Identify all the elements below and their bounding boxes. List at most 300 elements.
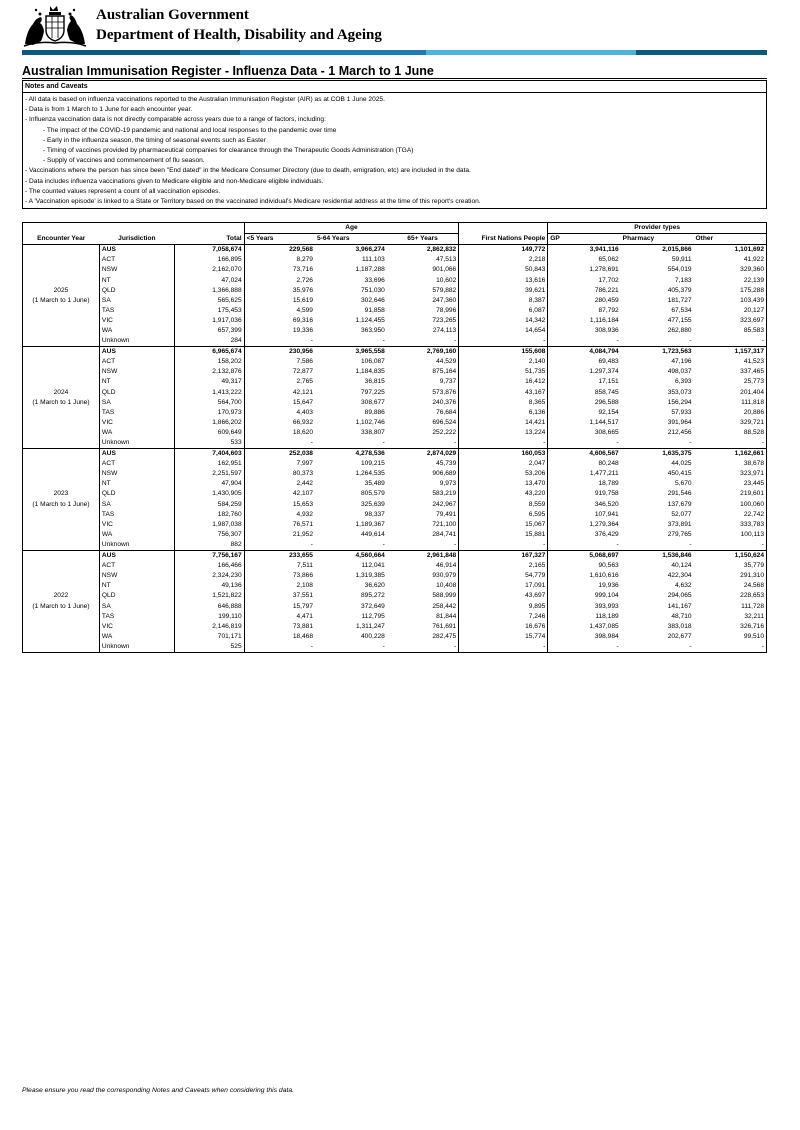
table-row [23, 265, 767, 275]
jurisdiction-cell: Unknown [99, 438, 174, 449]
value-cell: 14,654 [459, 326, 548, 336]
value-cell: 107,941 [594, 510, 619, 518]
column-header: Jurisdiction [99, 234, 174, 245]
note-item: - All data is based on influenza vaccinations reported to the Australian Immunisation Register (AIR) as at COB 1 June 2025. [25, 96, 385, 103]
value-cell: 875,164 [387, 367, 459, 377]
jurisdiction-cell: VIC [99, 316, 174, 326]
value-cell: - [244, 642, 315, 653]
value-cell: - [621, 642, 694, 653]
value-cell: - [694, 336, 767, 347]
value-cell: - [315, 336, 387, 347]
column-header: Encounter Year [23, 234, 100, 245]
value-cell: 24,568 [694, 581, 767, 591]
jurisdiction-cell: NT [99, 275, 174, 285]
value-cell: 42,107 [292, 490, 313, 498]
value-cell: 182,760 [174, 510, 244, 520]
value-cell: 15,067 [459, 520, 548, 530]
table-row [23, 642, 767, 653]
value-cell: 2,726 [296, 276, 313, 284]
footer-note: Please ensure you read the corresponding Notes and Caveats when considering this data. [22, 1087, 295, 1094]
value-cell: 20,127 [694, 306, 767, 316]
value-cell: 723,265 [387, 316, 459, 326]
value-cell: 46,914 [387, 561, 459, 571]
table-row [23, 336, 767, 347]
column-header: First Nations People [459, 234, 548, 245]
value-cell: 337,465 [694, 367, 767, 377]
value-cell: 1,278,691 [589, 266, 619, 274]
jurisdiction-cell: ACT [99, 459, 174, 469]
encounter-year-cell [23, 551, 100, 562]
value-cell: 36,815 [364, 378, 385, 386]
header-colour-rule [22, 50, 767, 55]
value-cell: 797,225 [361, 388, 385, 396]
column-header: Pharmacy [621, 234, 694, 245]
note-sub-item: - Timing of vaccines provided by pharmaceutical companies for clearance through the Therapeutic Goods Administration (TGA) [43, 147, 414, 155]
value-cell: 4,632 [675, 582, 692, 590]
value-cell: 8,365 [459, 398, 548, 408]
table-row [23, 398, 767, 408]
note-sub-item: - The impact of the COVID-19 pandemic and national and local responses to the pandemic over time [43, 126, 337, 134]
value-cell: 8,279 [296, 256, 313, 264]
value-cell: 100,060 [694, 500, 767, 510]
jurisdiction-cell: ACT [99, 255, 174, 265]
value-cell: 111,818 [694, 398, 767, 408]
value-cell: 99,510 [694, 632, 767, 642]
value-cell: 564,700 [174, 398, 244, 408]
jurisdiction-cell: VIC [99, 418, 174, 428]
value-cell: 7,586 [296, 358, 313, 366]
header-spacer [23, 223, 100, 234]
header-spacer [459, 223, 548, 234]
value-cell: 18,468 [292, 632, 313, 640]
table-row [23, 275, 767, 285]
value-cell: 47,904 [174, 479, 244, 489]
government-wordmark [96, 6, 382, 45]
value-cell: 155,608 [459, 347, 548, 358]
value-cell: 2,442 [296, 480, 313, 488]
value-cell: 1,124,455 [355, 316, 385, 324]
table-row [23, 581, 767, 591]
value-cell: 47,024 [174, 275, 244, 285]
value-cell: 23,445 [694, 479, 767, 489]
age-group-header: Age [244, 223, 459, 234]
value-cell: 1,264,535 [355, 470, 385, 478]
value-cell: 57,933 [671, 408, 692, 416]
value-cell: 212,456 [667, 428, 692, 436]
value-cell: 41,523 [694, 357, 767, 367]
value-cell: 228,653 [694, 591, 767, 601]
encounter-year-cell [23, 428, 100, 438]
value-cell: 109,215 [361, 460, 385, 468]
jurisdiction-cell: WA [99, 632, 174, 642]
value-cell: 1,102,746 [355, 418, 385, 426]
value-cell: 533 [174, 438, 244, 449]
encounter-year-cell [23, 459, 100, 469]
encounter-year-cell: 2024 [23, 388, 100, 398]
value-cell: 229,568 [244, 245, 315, 256]
value-cell: 158,202 [174, 357, 244, 367]
value-cell: 199,110 [174, 612, 244, 622]
note-item: - Data includes influenza vaccinations given to Medicare eligible and non-Medicare eligible individuals. [25, 177, 324, 185]
coat-of-arms-icon [22, 4, 88, 48]
value-cell: 805,579 [361, 490, 385, 498]
value-cell: - [621, 540, 694, 551]
table-row [23, 530, 767, 540]
value-cell: 9,737 [387, 377, 459, 387]
value-cell: 422,304 [667, 572, 692, 580]
encounter-year-cell [23, 265, 100, 275]
value-cell: 391,964 [667, 418, 692, 426]
value-cell: 308,677 [361, 398, 385, 406]
value-cell: 7,511 [296, 562, 313, 570]
note-item: - Influenza vaccination data is not directly comparable across years due to a range of factors, including: [25, 116, 326, 124]
value-cell: 137,679 [667, 500, 692, 508]
jurisdiction-cell: AUS [99, 551, 174, 562]
table-row [23, 418, 767, 428]
value-cell: 609,649 [174, 428, 244, 438]
value-cell: 274,113 [387, 326, 459, 336]
jurisdiction-cell: SA [99, 398, 174, 408]
value-cell: 13,224 [459, 428, 548, 438]
value-cell: 52,077 [671, 510, 692, 518]
value-cell: 573,876 [387, 388, 459, 398]
value-cell: 346,520 [594, 500, 619, 508]
value-cell: 1,101,692 [694, 245, 767, 256]
value-cell: 73,716 [292, 266, 313, 274]
value-cell: 400,228 [361, 632, 385, 640]
value-cell: 15,653 [292, 500, 313, 508]
value-cell: 166,466 [174, 561, 244, 571]
table-row [23, 377, 767, 387]
value-cell: 69,316 [292, 316, 313, 324]
value-cell: 175,453 [174, 306, 244, 316]
value-cell: 9,973 [387, 479, 459, 489]
value-cell: 45,739 [387, 459, 459, 469]
value-cell: 15,774 [459, 632, 548, 642]
value-cell: 1,437,085 [589, 622, 619, 630]
value-cell: 6,136 [459, 408, 548, 418]
value-cell: 18,789 [598, 480, 619, 488]
value-cell: 91,858 [364, 306, 385, 314]
value-cell: 4,606,567 [548, 449, 621, 460]
value-cell: 47,513 [387, 255, 459, 265]
value-cell: 3,966,274 [315, 245, 387, 256]
value-cell: 7,404,603 [174, 449, 244, 460]
jurisdiction-cell: TAS [99, 306, 174, 316]
value-cell: 376,429 [594, 530, 619, 538]
table-row [23, 459, 767, 469]
jurisdiction-cell: Unknown [99, 642, 174, 653]
table-row [23, 469, 767, 479]
value-cell: 252,222 [387, 428, 459, 438]
value-cell: 262,880 [667, 326, 692, 334]
value-cell: 162,951 [174, 459, 244, 469]
value-cell: 363,950 [361, 326, 385, 334]
value-cell: 247,360 [387, 296, 459, 306]
value-cell: 43,167 [459, 388, 548, 398]
value-cell: 1,150,624 [694, 551, 767, 562]
value-cell: 9,895 [459, 601, 548, 611]
value-cell: 20,886 [694, 408, 767, 418]
value-cell: 50,843 [459, 265, 548, 275]
jurisdiction-cell: VIC [99, 622, 174, 632]
value-cell: 149,772 [459, 245, 548, 256]
table-row [23, 388, 767, 398]
value-cell: 10,408 [387, 581, 459, 591]
jurisdiction-cell: SA [99, 296, 174, 306]
encounter-year-cell: (1 March to 1 June) [23, 601, 100, 611]
column-header: Other [694, 234, 767, 245]
encounter-year-cell: 2023 [23, 489, 100, 499]
value-cell: 282,475 [387, 632, 459, 642]
value-cell: 7,058,674 [174, 245, 244, 256]
value-cell: 80,373 [292, 470, 313, 478]
value-cell: 89,886 [364, 408, 385, 416]
table-row [23, 428, 767, 438]
value-cell: 16,412 [459, 377, 548, 387]
value-cell: - [459, 540, 548, 551]
value-cell: 66,932 [292, 418, 313, 426]
value-cell: 2,769,160 [387, 347, 459, 358]
value-cell: 761,691 [387, 622, 459, 632]
value-cell: 565,625 [174, 296, 244, 306]
value-cell: 7,183 [675, 276, 692, 284]
encounter-year-cell [23, 479, 100, 489]
value-cell: 33,696 [364, 276, 385, 284]
value-cell: 1,413,222 [174, 388, 244, 398]
value-cell: 10,602 [387, 275, 459, 285]
value-cell: 87,792 [598, 306, 619, 314]
value-cell: 98,337 [364, 510, 385, 518]
notes-and-caveats-box [22, 80, 767, 209]
value-cell: 1,297,374 [589, 368, 619, 376]
value-cell: 4,932 [296, 510, 313, 518]
group-header-row [23, 223, 767, 234]
page-title: Australian Immunisation Register - Influenza Data - 1 March to 1 June [22, 64, 434, 78]
rule-segment-blue [240, 50, 426, 55]
encounter-year-cell [23, 469, 100, 479]
value-cell: 279,765 [667, 530, 692, 538]
value-cell: 167,327 [459, 551, 548, 562]
value-cell: 1,157,317 [694, 347, 767, 358]
jurisdiction-cell: Unknown [99, 540, 174, 551]
value-cell: 2,324,230 [174, 571, 244, 581]
value-cell: 13,470 [459, 479, 548, 489]
column-header: GP [548, 234, 621, 245]
value-cell: 906,689 [387, 469, 459, 479]
encounter-year-cell [23, 418, 100, 428]
value-cell: 1,144,517 [589, 418, 619, 426]
value-cell: 88,528 [694, 428, 767, 438]
value-cell: 333,783 [694, 520, 767, 530]
value-cell: 78,996 [387, 306, 459, 316]
value-cell: 43,220 [459, 489, 548, 499]
rule-segment-dark-teal [22, 50, 240, 55]
value-cell: 35,489 [364, 480, 385, 488]
value-cell: 85,583 [694, 326, 767, 336]
value-cell: 156,294 [667, 398, 692, 406]
value-cell: 59,911 [671, 256, 692, 264]
encounter-year-cell: (1 March to 1 June) [23, 500, 100, 510]
encounter-year-cell [23, 520, 100, 530]
jurisdiction-cell: NT [99, 479, 174, 489]
value-cell: 15,619 [292, 296, 313, 304]
value-cell: 583,219 [387, 489, 459, 499]
jurisdiction-cell: AUS [99, 449, 174, 460]
table-row [23, 357, 767, 367]
value-cell: 106,087 [361, 358, 385, 366]
value-cell: 6,087 [459, 306, 548, 316]
value-cell: 450,415 [667, 470, 692, 478]
value-cell: 751,030 [361, 286, 385, 294]
value-cell: 296,588 [594, 398, 619, 406]
table-row [23, 449, 767, 460]
encounter-year-cell [23, 642, 100, 653]
value-cell: 1,319,385 [355, 572, 385, 580]
table-row [23, 622, 767, 632]
jurisdiction-cell: QLD [99, 388, 174, 398]
jurisdiction-cell: VIC [99, 520, 174, 530]
value-cell: 111,103 [361, 256, 385, 264]
value-cell: 72,877 [292, 368, 313, 376]
value-cell: 326,716 [694, 622, 767, 632]
rule-segment-dark-teal-end [636, 50, 767, 55]
value-cell: 160,053 [459, 449, 548, 460]
table-row [23, 540, 767, 551]
value-cell: 579,882 [387, 286, 459, 296]
value-cell: 930,979 [387, 571, 459, 581]
jurisdiction-cell: NSW [99, 367, 174, 377]
value-cell: 280,459 [594, 296, 619, 304]
value-cell: - [387, 540, 459, 551]
value-cell: 17,091 [459, 581, 548, 591]
value-cell: 1,536,846 [621, 551, 694, 562]
jurisdiction-cell: WA [99, 530, 174, 540]
header-spacer [99, 223, 174, 234]
value-cell: 22,742 [694, 510, 767, 520]
table-row [23, 438, 767, 449]
encounter-year-cell [23, 581, 100, 591]
value-cell: 1,521,822 [174, 591, 244, 601]
value-cell: 240,376 [387, 398, 459, 408]
table-row [23, 286, 767, 296]
table-row [23, 306, 767, 316]
value-cell: 73,881 [292, 622, 313, 630]
value-cell: 242,967 [387, 500, 459, 510]
value-cell: 2,165 [459, 561, 548, 571]
value-cell: 258,442 [387, 601, 459, 611]
value-cell: 1,610,616 [589, 572, 619, 580]
value-cell: 22,139 [694, 275, 767, 285]
encounter-year-cell [23, 275, 100, 285]
value-cell: 170,973 [174, 408, 244, 418]
value-cell: - [244, 540, 315, 551]
table-row [23, 316, 767, 326]
value-cell: 35,976 [292, 286, 313, 294]
encounter-year-cell [23, 571, 100, 581]
value-cell: 498,037 [667, 368, 692, 376]
value-cell: 17,151 [598, 378, 619, 386]
value-cell: 308,665 [594, 428, 619, 436]
value-cell: 1,162,661 [694, 449, 767, 460]
jurisdiction-cell: NSW [99, 469, 174, 479]
value-cell: 51,735 [459, 367, 548, 377]
value-cell: 308,936 [594, 326, 619, 334]
value-cell: 13,616 [459, 275, 548, 285]
value-cell: 323,697 [694, 316, 767, 326]
jurisdiction-cell: AUS [99, 245, 174, 256]
value-cell: 8,559 [459, 500, 548, 510]
column-header: 65+ Years [387, 234, 459, 245]
value-cell: - [387, 336, 459, 347]
encounter-year-cell: (1 March to 1 June) [23, 296, 100, 306]
value-cell: 588,999 [387, 591, 459, 601]
value-cell: - [694, 438, 767, 449]
table-row [23, 296, 767, 306]
value-cell: 41,922 [694, 255, 767, 265]
table-row [23, 601, 767, 611]
table-row [23, 551, 767, 562]
value-cell: 25,773 [694, 377, 767, 387]
value-cell: 383,018 [667, 622, 692, 630]
value-cell: 858,745 [594, 388, 619, 396]
value-cell: 37,551 [292, 592, 313, 600]
encounter-year-cell [23, 612, 100, 622]
table-row [23, 632, 767, 642]
value-cell: 329,360 [694, 265, 767, 275]
column-header-row [23, 234, 767, 245]
value-cell: - [459, 642, 548, 653]
value-cell: 449,614 [361, 530, 385, 538]
value-cell: - [459, 438, 548, 449]
jurisdiction-cell: QLD [99, 489, 174, 499]
value-cell: 15,797 [292, 602, 313, 610]
value-cell: - [621, 438, 694, 449]
jurisdiction-cell: ACT [99, 561, 174, 571]
value-cell: - [694, 642, 767, 653]
encounter-year-cell [23, 622, 100, 632]
value-cell: 3,941,116 [548, 245, 621, 256]
value-cell: 38,678 [694, 459, 767, 469]
value-cell: 4,599 [296, 306, 313, 314]
value-cell: 1,430,905 [174, 489, 244, 499]
value-cell: 554,019 [667, 266, 692, 274]
value-cell: 294,065 [667, 592, 692, 600]
value-cell: 2,874,029 [387, 449, 459, 460]
value-cell: 525 [174, 642, 244, 653]
value-cell: 36,620 [364, 582, 385, 590]
column-header: 5-64 Years [315, 234, 387, 245]
jurisdiction-cell: QLD [99, 591, 174, 601]
jurisdiction-cell: TAS [99, 510, 174, 520]
value-cell: 6,595 [459, 510, 548, 520]
value-cell: 7,997 [296, 460, 313, 468]
value-cell: - [548, 336, 621, 347]
value-cell: 49,136 [174, 581, 244, 591]
value-cell: 32,211 [694, 612, 767, 622]
table-row [23, 612, 767, 622]
encounter-year-cell [23, 245, 100, 256]
value-cell: 584,259 [174, 500, 244, 510]
encounter-year-cell [23, 449, 100, 460]
value-cell: 2,862,832 [387, 245, 459, 256]
value-cell: 2,961,848 [387, 551, 459, 562]
value-cell: 284,741 [387, 530, 459, 540]
jurisdiction-cell: NSW [99, 571, 174, 581]
value-cell: - [548, 540, 621, 551]
note-sub-item: - Early in the influenza season, the timing of seasonal events such as Easter [43, 136, 266, 144]
table-row [23, 255, 767, 265]
